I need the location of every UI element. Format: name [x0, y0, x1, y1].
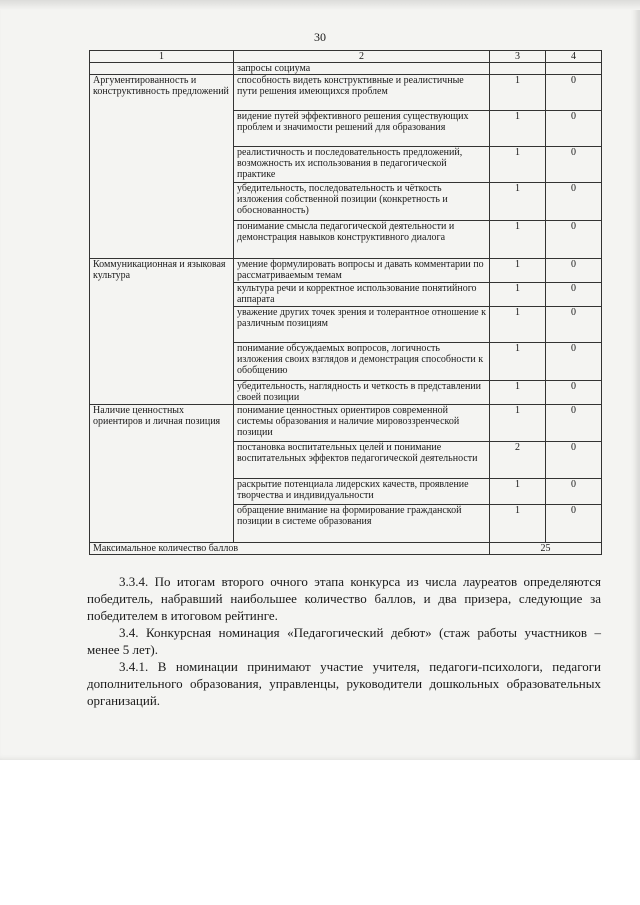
indicator-cell: понимание смысла педагогической деятельности и демонстрация навыков конструктивного диалога [234, 221, 490, 259]
paragraph: 3.3.4. По итогам второго очного этапа конкурса из числа лауреатов определяются победитель, набравший наибольшее количество баллов, и два призера, следующие за победителем в итоговом рейтинге. [87, 574, 601, 623]
indicator-cell: обращение внимание на формирование гражданской позиции в системе образования [234, 505, 490, 543]
indicator-cell: реалистичность и последовательность предложений, возможность их использования в педагогической практике [234, 147, 490, 183]
scan-edge [0, 0, 640, 10]
score-cell: 1 [490, 307, 546, 343]
indicator-cell: способность видеть конструктивные и реалистичные пути решения имеющихся проблем [234, 75, 490, 111]
header-cell: 4 [546, 51, 602, 63]
total-value: 25 [490, 543, 602, 555]
page-number: 30 [314, 30, 326, 44]
zero-cell: 0 [546, 381, 602, 405]
zero-cell: 0 [546, 405, 602, 442]
score-cell: 1 [490, 343, 546, 381]
criterion-cell: Аргументированность и конструктивность предложений [90, 75, 234, 259]
indicator-cell: умение формулировать вопросы и давать комментарии по рассматриваемым темам [234, 259, 490, 283]
indicator-cell: запросы социума [234, 63, 490, 75]
paragraph: 3.4.1. В номинации принимают участие учителя, педагоги-психологи, педагоги дополнительного образования, управленцы, руководители дошкольных образовательных организаций. [87, 659, 601, 708]
score-cell: 1 [490, 183, 546, 221]
zero-cell: 0 [546, 307, 602, 343]
header-cell: 3 [490, 51, 546, 63]
score-cell: 2 [490, 442, 546, 479]
zero-cell: 0 [546, 505, 602, 543]
body-text [87, 573, 601, 709]
paragraph: 3.4. Конкурсная номинация «Педагогический дебют» (стаж работы участников – менее 5 лет). [87, 625, 601, 657]
indicator-cell: понимание обсуждаемых вопросов, логичность изложения своих взглядов и демонстрация способности к обобщению [234, 343, 490, 381]
zero-cell: 0 [546, 111, 602, 147]
score-cell: 1 [490, 283, 546, 307]
indicator-cell: убедительность, наглядность и четкость в представлении своей позиции [234, 381, 490, 405]
criterion-cell: Коммуникационная и языковая культура [90, 259, 234, 405]
score-cell: 1 [490, 259, 546, 283]
header-cell: 2 [234, 51, 490, 63]
table-row [90, 63, 602, 75]
indicator-cell: культура речи и корректное использование понятийного аппарата [234, 283, 490, 307]
score-cell: 1 [490, 147, 546, 183]
indicator-cell: раскрытие потенциала лидерских качеств, проявление творчества и индивидуальности [234, 479, 490, 505]
table-row [90, 75, 602, 111]
zero-cell: 0 [546, 283, 602, 307]
table-row [90, 259, 602, 283]
table-header-row [90, 51, 602, 63]
header-cell: 1 [90, 51, 234, 63]
zero-cell: 0 [546, 343, 602, 381]
indicator-cell: понимание ценностных ориентиров современной системы образования и наличие мировоззренческой позиции [234, 405, 490, 442]
indicator-cell: постановка воспитательных целей и понимание воспитательных эффектов педагогической деятельности [234, 442, 490, 479]
score-cell: 1 [490, 505, 546, 543]
zero-cell: 0 [546, 75, 602, 111]
table-row [90, 405, 602, 442]
zero-cell: 0 [546, 442, 602, 479]
score-cell: 1 [490, 111, 546, 147]
total-label: Максимальное количество баллов [90, 543, 490, 555]
criterion-cell: Наличие ценностных ориентиров и личная позиция [90, 405, 234, 543]
zero-cell: 0 [546, 147, 602, 183]
zero-cell [546, 63, 602, 75]
score-cell: 1 [490, 75, 546, 111]
rubric-table [89, 50, 602, 555]
zero-cell: 0 [546, 259, 602, 283]
indicator-cell: уважение других точек зрения и толерантное отношение к различным позициям [234, 307, 490, 343]
score-cell: 1 [490, 221, 546, 259]
zero-cell: 0 [546, 221, 602, 259]
score-cell [490, 63, 546, 75]
score-cell: 1 [490, 381, 546, 405]
indicator-cell: видение путей эффективного решения существующих проблем и значимости решений для образования [234, 111, 490, 147]
zero-cell: 0 [546, 479, 602, 505]
score-cell: 1 [490, 405, 546, 442]
total-row [90, 543, 602, 555]
score-cell: 1 [490, 479, 546, 505]
zero-cell: 0 [546, 183, 602, 221]
criterion-cell [90, 63, 234, 75]
indicator-cell: убедительность, последовательность и чёткость изложения собственной позиции (конкретность и обоснованность) [234, 183, 490, 221]
